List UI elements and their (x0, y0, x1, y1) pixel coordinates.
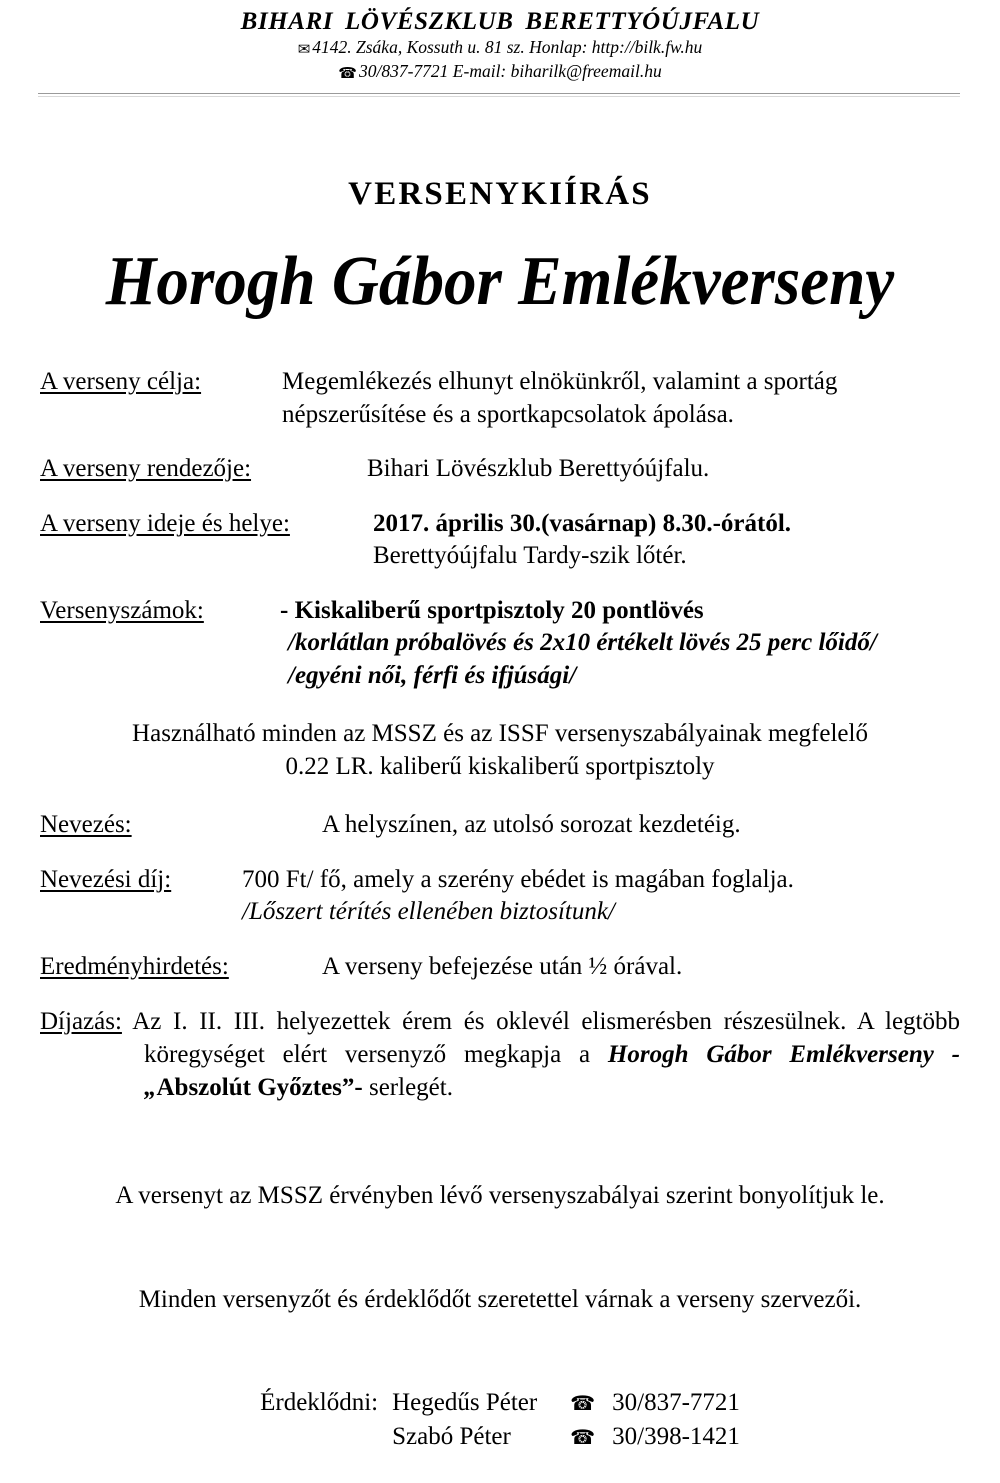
equipment-line-2: 0.22 LR. kaliberű kiskaliberű sportpisztoly (285, 752, 715, 780)
goal-value (250, 366, 960, 431)
section-equipment (40, 718, 960, 783)
events-label: Versenyszámok: (40, 596, 204, 624)
section-awards (40, 1005, 960, 1104)
contact-row (392, 1386, 740, 1420)
results-label: Eredményhirdetés: (40, 952, 229, 980)
entry-fee-value (176, 864, 960, 929)
section-entry (40, 809, 960, 842)
contacts-list (392, 1386, 740, 1453)
telephone-icon: ☎ (338, 63, 357, 82)
time-place-label: A verseny ideje és helye: (40, 509, 290, 537)
results-value: A verseny befejezése után ½ órával. (322, 952, 683, 980)
trophy-title: Abszolút Győztes (156, 1074, 342, 1102)
phone-email-line (0, 60, 1000, 84)
goal-line-2: népszerűsítése és a sportkapcsolatok ápolása. (282, 400, 734, 428)
awards-text-part-1: Az I. II. III. helyezettek érem és oklevél elismerésben részesülnek. A legtöbb köregységet elért versenyző megkapja a (132, 1008, 961, 1069)
telephone-icon: ☎ (570, 1424, 596, 1449)
trophy-event-name: Horogh Gábor Emlékverseny (607, 1041, 934, 1069)
document-body (0, 366, 1000, 1104)
event-detail-2: /egyéni női, férfi és ifjúsági/ (288, 661, 577, 689)
phone-email-text: 30/837-7721 E-mail: biharilk@freemail.hu (358, 60, 662, 81)
time-place-value (318, 508, 960, 573)
entry-fee-label: Nevezési díj: (40, 865, 172, 893)
event-detail-1: /korlátlan próbalövés és 2x10 értékelt lövés 25 perc lőidő/ (288, 629, 877, 657)
address-text: 4142. Zsáka, Kossuth u. 81 sz. Honlap: http://bilk.fw.hu (312, 37, 703, 57)
goal-label: A verseny célja: (40, 368, 202, 396)
contact-row (392, 1420, 740, 1454)
event-place: Berettyóújfalu Tardy-szik lőtér. (373, 542, 687, 570)
letterhead (0, 0, 1000, 97)
club-name: BIHARI LÖVÉSZKLUB BERETTYÓÚJFALU (240, 8, 760, 35)
header-divider (38, 93, 960, 97)
section-organizer (40, 453, 960, 486)
events-value (225, 595, 960, 693)
rules-note: A versenyt az MSSZ érvényben lévő versenyszabályai szerint bonyolítjuk le. (115, 1182, 885, 1210)
awards-dash-close: ”- (341, 1074, 369, 1102)
contacts-block (0, 1386, 1000, 1453)
contact-phone: 30/837-7721 (612, 1389, 740, 1417)
document-type-title: VERSENYKIÍRÁS (348, 175, 652, 212)
entry-fee-amount: 700 Ft/ fő, amely a szerény ebédet is magában foglalja. (242, 865, 794, 893)
event-title: Horogh Gábor Emlékverseny (105, 242, 895, 320)
section-time-place (40, 508, 960, 573)
entry-fee-note: /Lőszert térítés ellenében biztosítunk/ (242, 898, 615, 926)
entry-value: A helyszínen, az utolsó sorozat kezdetéig. (322, 811, 741, 839)
awards-text-part-2: serlegét. (368, 1074, 453, 1102)
section-entry-fee (40, 864, 960, 929)
goal-line-1: Megemlékezés elhunyt elnökünkről, valamint a sportág (282, 368, 838, 396)
contact-name: Szabó Péter (392, 1422, 511, 1450)
organizer-label: A verseny rendezője: (40, 455, 252, 483)
event-item: - Kiskaliberű sportpisztoly 20 pontlövés (280, 596, 704, 624)
awards-dash-open: -„ (144, 1041, 960, 1102)
envelope-icon: ✉ (297, 40, 311, 58)
section-goal (40, 366, 960, 431)
contact-phone: 30/398-1421 (612, 1422, 740, 1450)
contacts-lead-label: Érdeklődni: (260, 1389, 379, 1417)
organizer-value: Bihari Lövészklub Berettyóújfalu. (367, 455, 710, 483)
section-events (40, 595, 960, 693)
equipment-line-1: Használható minden az MSSZ és az ISSF versenyszabályainak megfelelő (132, 720, 868, 748)
telephone-icon: ☎ (570, 1391, 596, 1416)
address-line (0, 36, 1000, 60)
welcome-note: Minden versenyzőt és érdeklődőt szeretettel várnak a verseny szervezői. (138, 1286, 862, 1314)
section-results (40, 951, 960, 984)
event-date: 2017. április 30.(vasárnap) 8.30.-órától. (373, 509, 792, 537)
awards-label: Díjazás: (40, 1008, 122, 1036)
entry-label: Nevezés: (40, 811, 132, 839)
contact-name: Hegedűs Péter (392, 1389, 538, 1417)
